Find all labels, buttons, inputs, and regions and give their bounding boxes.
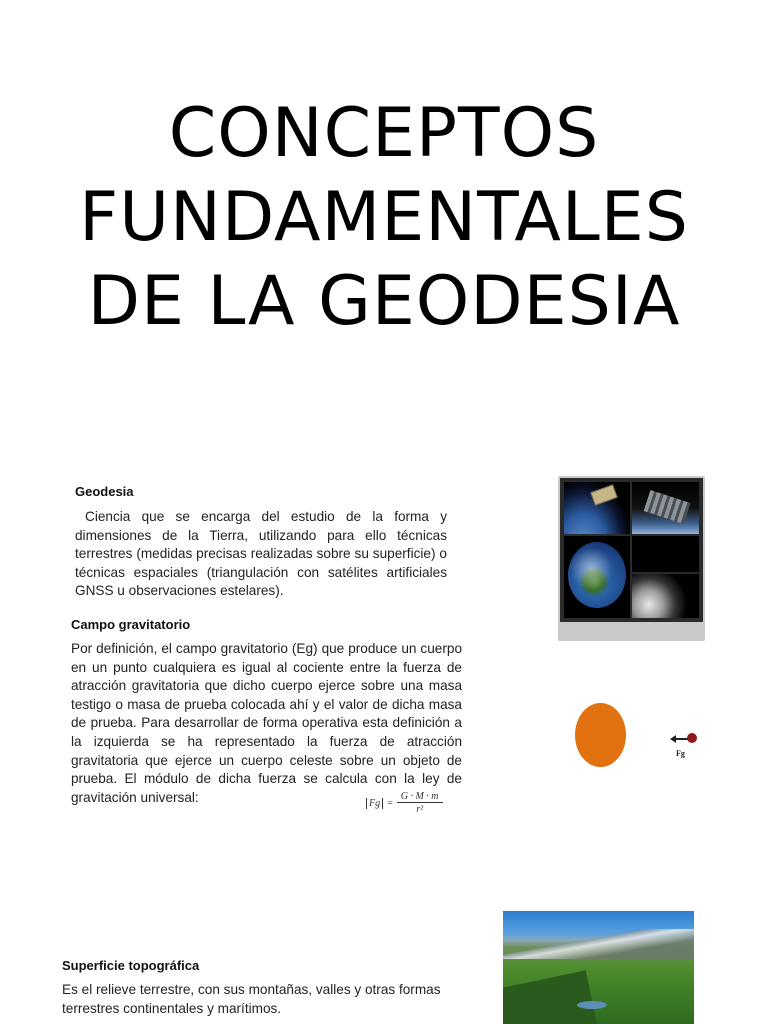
test-mass-dot [687,733,697,743]
force-label: Fg [676,749,685,758]
superficie-heading: Superficie topográfica [62,958,200,973]
moon-satellite-photo [632,574,699,618]
formula-lhs: Fg [366,798,383,809]
formula-denominator: r² [416,804,424,815]
title-line-3: DE LA GEODESIA [87,262,681,341]
gravitation-formula: Fg = $\frac{G \cdot M \cdot m}{\text{r²}}$ [366,788,443,818]
title-line-2: FUNDAMENTALES [79,178,689,257]
superficie-text: Es el relieve terrestre, con sus montañas, valles y otras formas terrestres continentales y marítimos. [62,982,441,1016]
campo-text: Por definición, el campo gravitatorio (Eg) que produce un cuerpo en un punto cualquiera es igual al cociente entre la fuerza de atracción gravitatoria que dicho cuerpo ejerce sobre una masa testigo o masa de prueba colocada ahí y el valor de dicha masa de prueba. Para desarrollar de forma operativa esta definición a la izquierda se ha representado la fuerza de atracción gravitatoria que ejerce un cuerpo celeste sobre un objeto de prueba. El módulo de dicha fuerza se calcula con la ley de gravitación universal: [71,641,462,805]
earth-globe-photo [564,536,630,618]
title-line-1: CONCEPTOS [168,94,600,173]
arrow-head-icon [670,735,676,743]
campo-heading: Campo gravitatorio [71,617,191,632]
page-title [0,92,768,344]
landscape-photo [503,911,694,1024]
celestial-body-shape [575,703,626,767]
geodesia-heading: Geodesia [75,484,134,499]
geodesia-text: Ciencia que se encarga del estudio de la forma y dimensiones de la Tierra, utilizando para ello técnicas terrestres (medidas precisas realizadas sobre su superficie) o técnicas espaciales (triangulación con satélites artificiales GNSS u observaciones estelares). [75,509,447,599]
satellite-icon [590,484,617,505]
formula-numerator: G · M · m [397,791,443,803]
globe-icon [568,542,626,608]
earth-orbit-photo [564,482,630,534]
space-station-photo [632,482,699,534]
space-station-icon [644,490,691,524]
earth-composite-image [558,476,705,641]
